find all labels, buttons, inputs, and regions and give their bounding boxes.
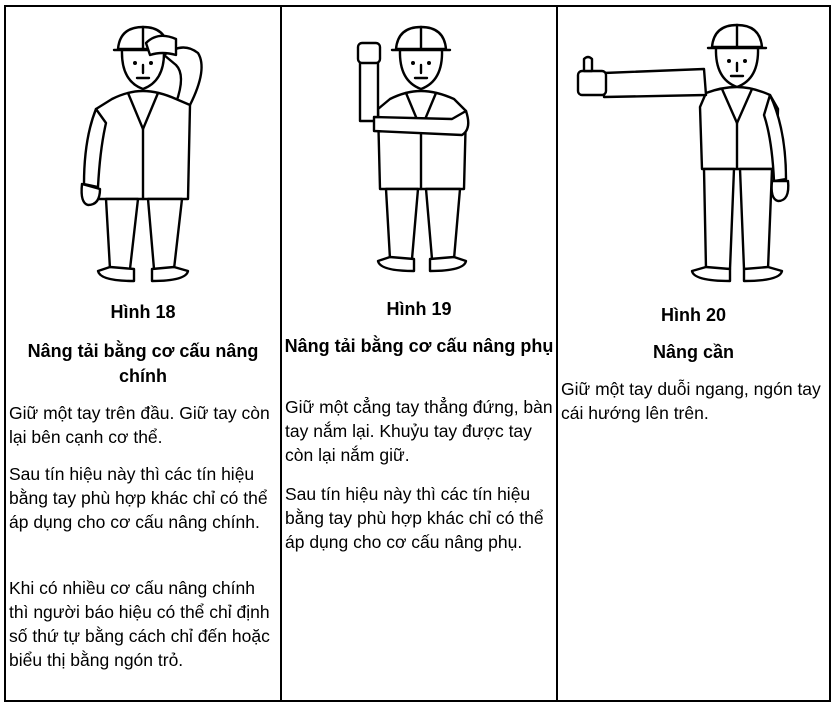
signal-table	[4, 5, 831, 702]
description-paragraph: Khi có nhiều cơ cấu nâng chính thì người báo hiệu có thể chỉ định số thứ tự bằng cách chỉ đến hoặc biểu thị bằng ngón trỏ.	[9, 578, 270, 670]
signal-title: Nâng tải bằng cơ cấu nâng phụ	[284, 336, 554, 356]
column-hinh-19	[282, 7, 558, 700]
figure-label: Hình 20	[660, 305, 726, 325]
description-paragraph: Giữ một cẳng tay thẳng đứng, bàn tay nắm lại. Khuỷu tay được tay còn lại nắm giữ.	[285, 397, 553, 465]
description-paragraph: Giữ một tay trên đầu. Giữ tay còn lại bên cạnh cơ thể.	[9, 403, 270, 447]
worker-forearm-vertical-icon	[282, 19, 556, 281]
column-hinh-18	[6, 7, 282, 700]
description-paragraph: Sau tín hiệu này thì các tín hiệu bằng tay phù hợp khác chỉ có thể áp dụng cho cơ cấu nâng chính.	[9, 464, 268, 532]
description-paragraph: Giữ một tay duỗi ngang, ngón tay cái hướng lên trên.	[561, 379, 821, 423]
worker-arm-extended-thumb-up-icon	[558, 19, 829, 287]
column-hinh-20	[558, 7, 829, 700]
description-paragraph: Sau tín hiệu này thì các tín hiệu bằng tay phù hợp khác chỉ có thể áp dụng cho cơ cấu nâng phụ.	[285, 484, 544, 552]
figure-label: Hình 19	[386, 299, 452, 319]
signal-title: Nâng tải bằng cơ cấu nâng chính	[27, 341, 259, 386]
signal-title: Nâng cần	[652, 342, 735, 362]
figure-label: Hình 18	[110, 302, 176, 322]
worker-hand-on-head-icon	[6, 19, 280, 291]
